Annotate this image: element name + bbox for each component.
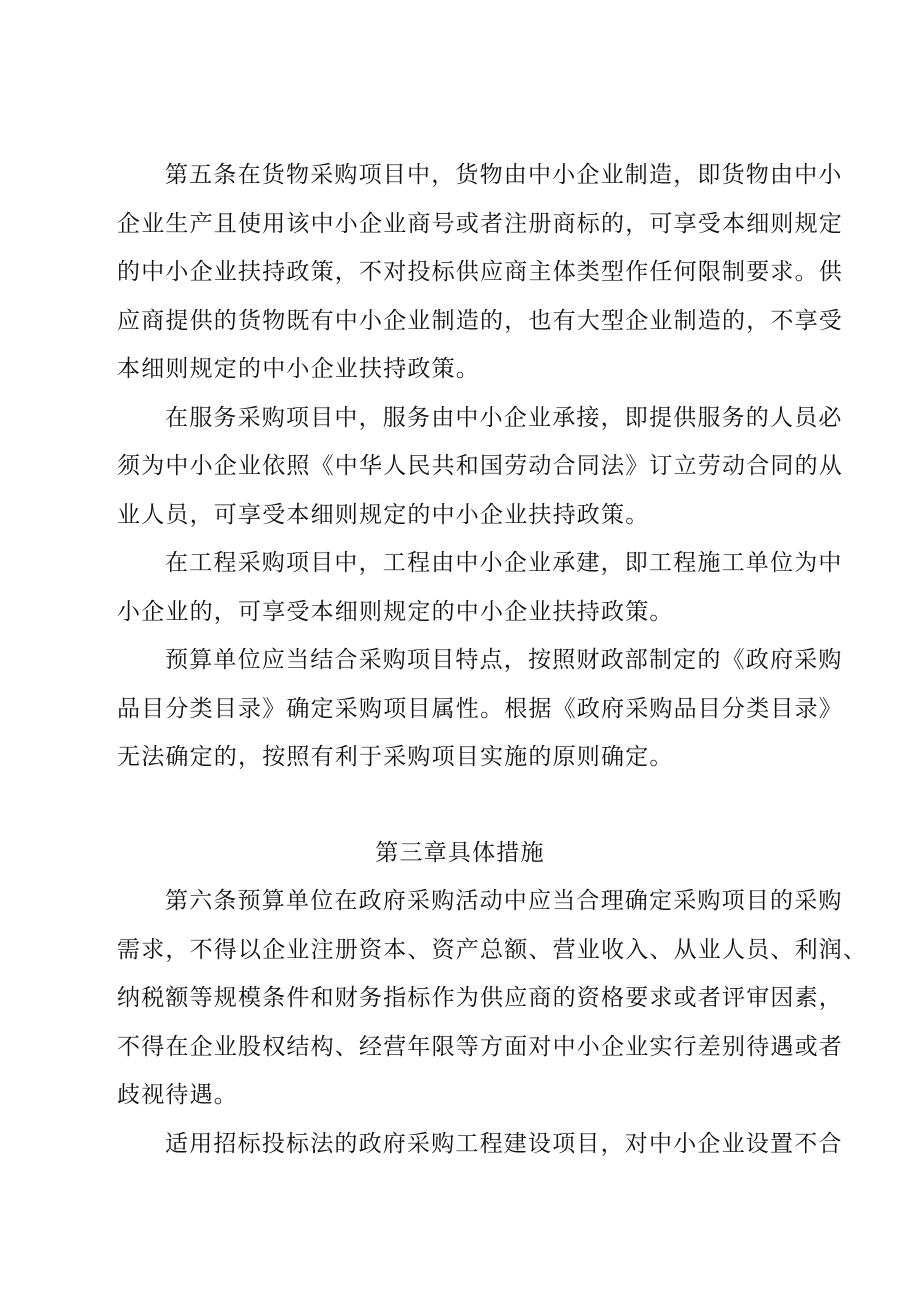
paragraph-1-line-2: 企业生产且使用该中小企业商号或者注册商标的，可享受本细则规定: [117, 211, 843, 237]
paragraph-5-line-5: 歧视待遇。: [117, 1082, 238, 1108]
paragraph-4-line-2: 品目分类目录》确定采购项目属性。根据《政府采购品目分类目录》: [117, 696, 843, 722]
paragraph-2-line-2: 须为中小企业依照《中华人民共和国劳动合同法》订立劳动合同的从: [117, 453, 843, 479]
paragraph-1-line-3: 的中小企业扶持政策，不对投标供应商主体类型作任何限制要求。供: [117, 259, 843, 285]
paragraph-5-line-2: 需求，不得以企业注册资本、资产总额、营业收入、从业人员、利润、: [117, 937, 868, 963]
paragraph-4-line-1: 预算单位应当结合采购项目特点，按照财政部制定的《政府采购: [165, 647, 843, 673]
paragraph-3-line-1: 在工程采购项目中，工程由中小企业承建，即工程施工单位为中: [165, 550, 843, 576]
paragraph-2-line-3: 业人员，可享受本细则规定的中小企业扶持政策。: [117, 502, 650, 528]
paragraph-5-line-4: 不得在企业股权结构、经营年限等方面对中小企业实行差别待遇或者: [117, 1034, 843, 1060]
paragraph-4-line-3: 无法确定的，按照有利于采购项目实施的原则确定。: [117, 744, 674, 770]
paragraph-3-line-2: 小企业的，可享受本细则规定的中小企业扶持政策。: [117, 599, 674, 625]
paragraph-1-line-5: 本细则规定的中小企业扶持政策。: [117, 356, 480, 382]
chapter-heading: 第三章具体措施: [375, 840, 545, 866]
paragraph-2-line-1: 在服务采购项目中，服务由中小企业承接，即提供服务的人员必: [165, 405, 843, 431]
paragraph-1-line-4: 应商提供的货物既有中小企业制造的，也有大型企业制造的，不享受: [117, 308, 843, 334]
paragraph-1-line-1: 第五条在货物采购项目中，货物由中小企业制造，即货物由中小: [165, 162, 843, 188]
paragraph-5-line-3: 纳税额等规模条件和财务指标作为供应商的资格要求或者评审因素，: [117, 985, 843, 1011]
paragraph-5-line-1: 第六条预算单位在政府采购活动中应当合理确定采购项目的采购: [165, 888, 843, 914]
paragraph-6-line-1: 适用招标投标法的政府采购工程建设项目，对中小企业设置不合: [165, 1131, 843, 1157]
